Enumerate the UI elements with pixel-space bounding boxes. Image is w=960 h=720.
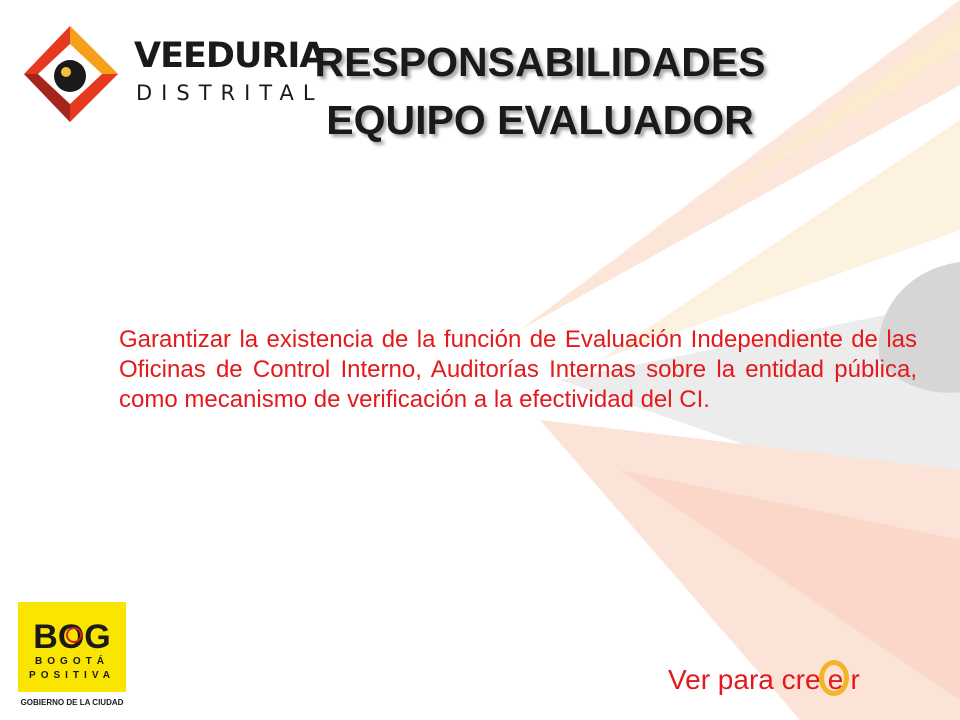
logo-title: VEEDURIA [134, 36, 326, 76]
page-title-line1: RESPONSABILIDADES [314, 39, 766, 85]
bog-logo-line1: BOGOTÁ [35, 656, 109, 667]
bog-logo-line2: POSITIVA [29, 670, 115, 681]
main-paragraph: Garantizar la existencia de la función de Evaluación Independiente de las Oficinas de Control Interno, Auditorías Internas sobre la entidad pública, como mecanismo de verificación a la efectividad del CI. [119, 326, 917, 413]
veeduria-logo [22, 24, 326, 128]
slogan-ring-e: e [821, 664, 851, 696]
slogan-text-end: r [850, 664, 860, 695]
bog-logo-caption: GOBIERNO DE LA CIUDAD [20, 698, 124, 707]
page-title-line2: EQUIPO EVALUADOR [326, 97, 754, 143]
logo-subtitle: DISTRITAL [136, 81, 324, 105]
slogan [668, 664, 860, 696]
bogota-positiva-logo [18, 602, 126, 708]
bog-logo-main: BOG [33, 618, 111, 656]
slogan-text-start: Ver para cre [668, 664, 821, 695]
veeduria-diamond-icon [22, 24, 122, 128]
bogota-positiva-icon [18, 602, 126, 708]
